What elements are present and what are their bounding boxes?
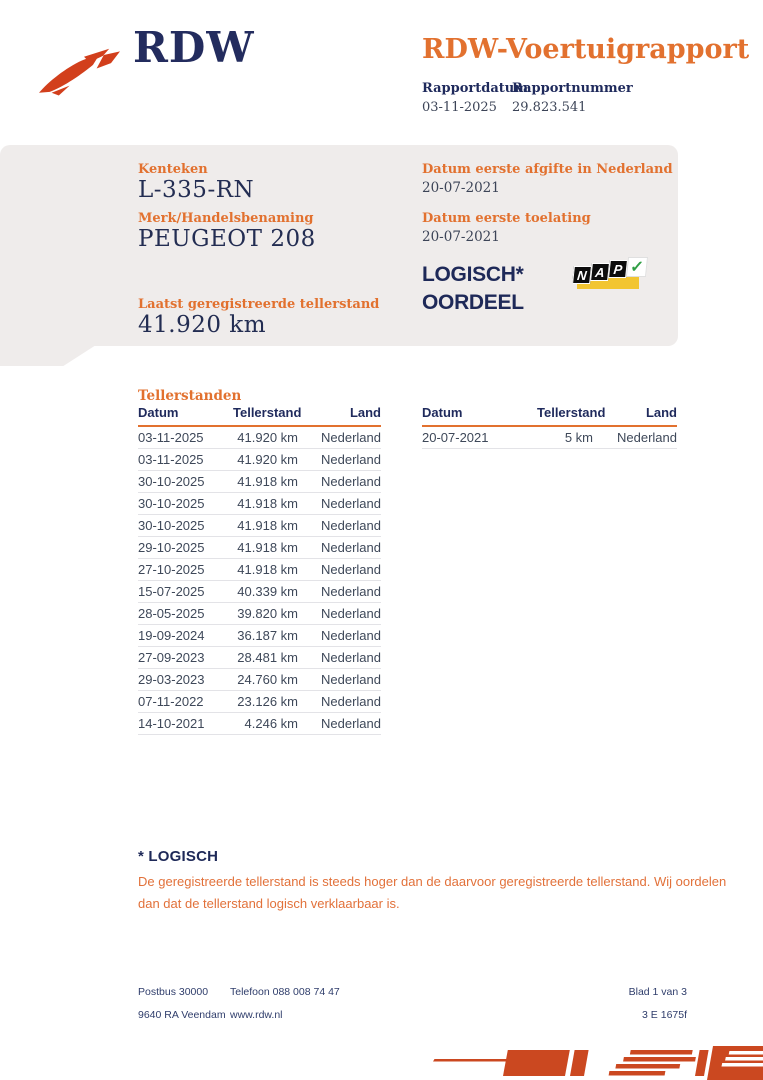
table-cell: 19-09-2024 — [138, 625, 233, 647]
table-cell: Nederland — [298, 559, 381, 581]
table-cell: 41.918 km — [233, 515, 298, 537]
table-cell: 41.918 km — [233, 471, 298, 493]
table-cell: 23.126 km — [233, 691, 298, 713]
table-row — [138, 426, 381, 449]
afgifte-label: Datum eerste afgifte in Nederland — [422, 162, 673, 177]
col-header-land: Land — [298, 405, 381, 426]
col-header-datum: Datum — [422, 405, 537, 426]
table-cell: Nederland — [298, 449, 381, 471]
table-cell: 4.246 km — [233, 713, 298, 735]
table-cell: 28.481 km — [233, 647, 298, 669]
table-row — [138, 493, 381, 515]
table-cell: 03-11-2025 — [138, 449, 233, 471]
table-row — [138, 713, 381, 735]
table-cell: 36.187 km — [233, 625, 298, 647]
table-cell: Nederland — [298, 493, 381, 515]
table-cell: 07-11-2022 — [138, 691, 233, 713]
table-row — [138, 515, 381, 537]
report-date-value: 03-11-2025 — [422, 100, 497, 115]
table-cell: Nederland — [298, 669, 381, 691]
afgifte-value: 20-07-2021 — [422, 180, 500, 196]
tellerstand-field — [138, 297, 379, 338]
table-cell: 28-05-2025 — [138, 603, 233, 625]
table-row — [138, 603, 381, 625]
nap-letter-a: A — [590, 263, 610, 281]
col-header-datum: Datum — [138, 405, 233, 426]
table-cell: 27-10-2025 — [138, 559, 233, 581]
table-header-row — [422, 405, 677, 426]
kenteken-value: L-335-RN — [138, 177, 255, 203]
nap-logo — [571, 257, 643, 295]
table-cell: Nederland — [593, 426, 677, 449]
table-row — [138, 471, 381, 493]
nap-letter-p: P — [608, 260, 628, 278]
col-header-tellerstand: Tellerstand — [537, 405, 593, 426]
verdict-text: De geregistreerde tellerstand is steeds hoger dan de daarvoor geregistreerde tellerstand. Wij oordelen dan dat de tellerstand logisch verklaarbaar is. — [138, 874, 727, 911]
report-title: RDW-Voertuigrapport — [422, 34, 750, 65]
table-cell: 39.820 km — [233, 603, 298, 625]
table-cell: Nederland — [298, 691, 381, 713]
kenteken-field — [138, 162, 254, 203]
footer-page-number: Blad 1 van 3 — [628, 986, 687, 998]
verdict-title: * LOGISCH — [138, 848, 219, 865]
table-cell: 03-11-2025 — [138, 426, 233, 449]
nap-check-icon: ✓ — [626, 257, 648, 277]
table-row — [138, 625, 381, 647]
rdw-logo-text: RDW — [133, 23, 255, 72]
table-cell: 41.918 km — [233, 493, 298, 515]
report-number-label: Rapportnummer — [512, 81, 633, 96]
table-cell: 41.920 km — [233, 426, 298, 449]
footer-city: 9640 RA Veendam — [138, 1009, 226, 1021]
rdw-wing-logo-icon — [36, 46, 132, 100]
toelating-field — [422, 211, 591, 245]
table-row — [138, 691, 381, 713]
merk-field — [138, 211, 316, 252]
table-cell: Nederland — [298, 713, 381, 735]
table-cell: Nederland — [298, 581, 381, 603]
oordeel-line1: LOGISCH* — [422, 263, 524, 286]
oordeel-line2: OORDEEL — [422, 291, 524, 314]
footer-doc-code: 3 E 1675f — [642, 1009, 687, 1021]
table-cell: 41.918 km — [233, 559, 298, 581]
table-cell: Nederland — [298, 625, 381, 647]
table-row — [138, 669, 381, 691]
table-cell: 27-09-2023 — [138, 647, 233, 669]
table-row — [422, 426, 677, 449]
merk-value: PEUGEOT 208 — [138, 226, 316, 252]
table-cell: 20-07-2021 — [422, 426, 537, 449]
table-cell: 30-10-2025 — [138, 471, 233, 493]
oordeel-verdict — [422, 261, 524, 317]
table-cell: Nederland — [298, 515, 381, 537]
table-cell: 41.920 km — [233, 449, 298, 471]
table-cell: 29-10-2025 — [138, 537, 233, 559]
card-corner-tab — [0, 345, 96, 366]
footer-postbus: Postbus 30000 — [138, 986, 209, 998]
tellerstand-label: Laatst geregistreerde tellerstand — [138, 297, 380, 312]
table-cell: Nederland — [298, 603, 381, 625]
toelating-label: Datum eerste toelating — [422, 211, 591, 226]
table-cell: 14-10-2021 — [138, 713, 233, 735]
tellerstanden-heading: Tellerstanden — [138, 388, 242, 404]
kenteken-label: Kenteken — [138, 162, 208, 177]
col-header-land: Land — [593, 405, 677, 426]
table-cell: 24.760 km — [233, 669, 298, 691]
footer-phone: Telefoon 088 008 74 47 — [230, 986, 340, 998]
nap-letter-n: N — [572, 266, 592, 284]
report-number-value: 29.823.541 — [512, 100, 587, 115]
table-cell: 15-07-2025 — [138, 581, 233, 603]
table-row — [138, 647, 381, 669]
table-row — [138, 559, 381, 581]
vehicle-summary-card — [0, 145, 678, 346]
col-header-tellerstand: Tellerstand — [233, 405, 298, 426]
table-row — [138, 581, 381, 603]
footer-website: www.rdw.nl — [230, 1009, 283, 1021]
table-cell: Nederland — [298, 426, 381, 449]
table-cell: 40.339 km — [233, 581, 298, 603]
afgifte-field — [422, 162, 673, 196]
table-cell: 41.918 km — [233, 537, 298, 559]
table-row — [138, 537, 381, 559]
odometer-table-right — [422, 405, 677, 449]
table-cell: Nederland — [298, 471, 381, 493]
table-cell: 30-10-2025 — [138, 515, 233, 537]
toelating-value: 20-07-2021 — [422, 229, 500, 245]
tellerstand-value: 41.920 km — [138, 312, 267, 338]
table-cell: Nederland — [298, 537, 381, 559]
table-cell: 30-10-2025 — [138, 493, 233, 515]
table-header-row — [138, 405, 381, 426]
speed-stripes-graphic — [423, 1042, 763, 1080]
table-cell: 29-03-2023 — [138, 669, 233, 691]
merk-label: Merk/Handelsbenaming — [138, 211, 314, 226]
odometer-table-left — [138, 405, 381, 735]
table-cell: 5 km — [537, 426, 593, 449]
table-row — [138, 449, 381, 471]
table-cell: Nederland — [298, 647, 381, 669]
report-date-label: Rapportdatum — [422, 81, 528, 96]
